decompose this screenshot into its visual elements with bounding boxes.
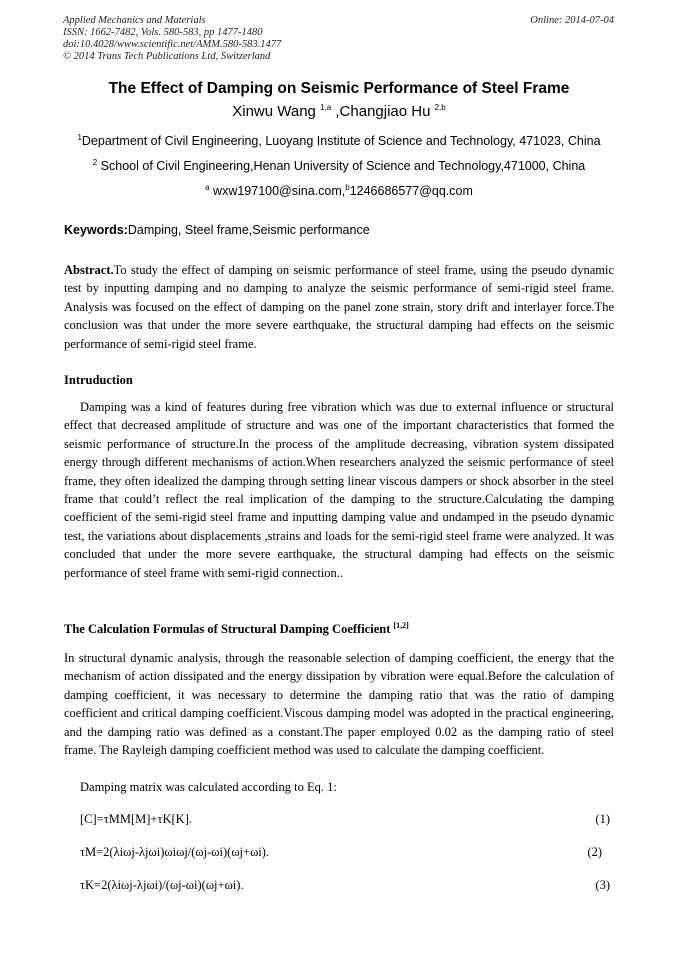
- author-2-name: Changjiao Hu: [339, 103, 435, 120]
- affiliation-2: [0, 159, 678, 173]
- email-a: wxw197100@sina.com,: [209, 184, 346, 198]
- intro-paragraph: Damping was a kind of features during free vibration which was due to external influence or structural effect that decreased amplitude of structure and was one of the important characteristics that formed the seismic performance of structure.In the process of the amplitude decreasing, vibration system dissipated energy through different mechanisms of action.When researchers analyzed the seismic performance of steel frame, they often idealized the damping through setting linear viscous dampers or shock absorber in the steel frame that could’t reflect the real implication of the damping to the structure.Calculating the damping coefficient of the semi-rigid steel frame and inputting damping value and undamped in the pseudo dynamic test, the variations about displacements ,strains and loads for the semi-rigid steel frame were analyzed. It was concluded that under the more severe earthquake, the structural damping had effects on the seismic performance of steel frame with semi-rigid connection..: [64, 400, 614, 580]
- eq-intro: Damping matrix was calculated according to Eq. 1:: [80, 780, 337, 794]
- equation-3-text: τK=2(λiωj-λjωi)/(ωj-ωi)(ωj+ωi).: [80, 878, 244, 892]
- author-separator: ,: [331, 103, 340, 120]
- affiliation-1-text: Department of Civil Engineering, Luoyang Institute of Science and Technology, 471023, China: [81, 134, 601, 148]
- author-1-name: Xinwu Wang: [232, 103, 321, 120]
- equation-1: [80, 812, 610, 827]
- equation-3: [80, 878, 610, 893]
- paper-title: The Effect of Damping on Seismic Performance of Steel Frame: [108, 80, 570, 97]
- equation-2-number: (2): [587, 845, 602, 859]
- abstract-label: Abstract.: [64, 263, 114, 277]
- calc-heading-text: The Calculation Formulas of Structural Damping Coefficient: [64, 622, 394, 636]
- issn-line: ISSN: 1662-7482, Vols. 580-583, pp 1477-1480: [63, 27, 263, 38]
- equation-1-number: (1): [595, 812, 610, 826]
- calc-heading: [64, 622, 409, 637]
- abstract-text: To study the effect of damping on seismic performance of steel frame, using the pseudo dynamic test by inputting damping and no damping to analyze the seismic performance of semi-rigid steel frame. Analysis was focused on the effect of damping on the panel zone strain, story drift and interlayer force.The conclusion was that under the more severe earthquake, the structural damping had effects on the seismic performance of semi-rigid steel frame.: [64, 263, 614, 351]
- journal-name: Applied Mechanics and Materials: [63, 15, 206, 26]
- equation-3-number: (3): [595, 878, 610, 892]
- abstract: [64, 261, 614, 353]
- keywords-label: Keywords:: [64, 223, 128, 237]
- equation-2-text: τM=2(λiωj-λjωi)ωiωj/(ωj-ωi)(ωj+ωi).: [80, 845, 270, 859]
- online-date: Online: 2014-07-04: [530, 15, 614, 26]
- email-b: 1246686577@qq.com: [349, 184, 473, 198]
- copyright-line: © 2014 Trans Tech Publications Ltd, Switzerland: [63, 51, 271, 62]
- affiliation-2-text: School of Civil Engineering,Henan University of Science and Technology,471000, China: [97, 159, 586, 173]
- doi-line: doi:10.4028/www.scientific.net/AMM.580-583.1477: [63, 39, 282, 50]
- keywords-text: Damping, Steel frame,Seismic performance: [127, 223, 370, 237]
- affiliation-1: [0, 134, 678, 148]
- author-emails: [0, 184, 678, 198]
- intro-heading: Intruduction: [64, 373, 133, 387]
- email-a-sup: a: [205, 182, 210, 192]
- affiliation-1-sup: 1: [77, 132, 82, 142]
- calc-paragraph: In structural dynamic analysis, through the reasonable selection of damping coefficient, the energy that the mechanism of action dissipated and the energy dissipation by vibration were equal.Before the calculation of damping coefficient, it was necessary to determine the damping ratio that was the ratio of damping coefficient and critical damping coefficient.Viscous damping model was adopted in the practical engineering, and the damping ratio was defined as a constant.The paper employed 0.02 as the damping ratio of steel frame. The Rayleigh damping coefficient method was used to calculate the damping coefficient.: [64, 651, 614, 758]
- equation-2: [80, 845, 610, 860]
- author-1-sup: 1,a: [320, 103, 332, 112]
- email-b-sup: b: [345, 182, 350, 192]
- journal-header: [63, 15, 281, 63]
- equation-1-text: [C]=τMM[M]+τK[K].: [80, 812, 192, 826]
- keywords: [64, 223, 370, 237]
- authors-line: [0, 103, 678, 120]
- calc-heading-citation: [1,2]: [393, 620, 409, 630]
- author-2-sup: 2,b: [434, 103, 446, 112]
- affiliation-2-sup: 2: [92, 157, 98, 167]
